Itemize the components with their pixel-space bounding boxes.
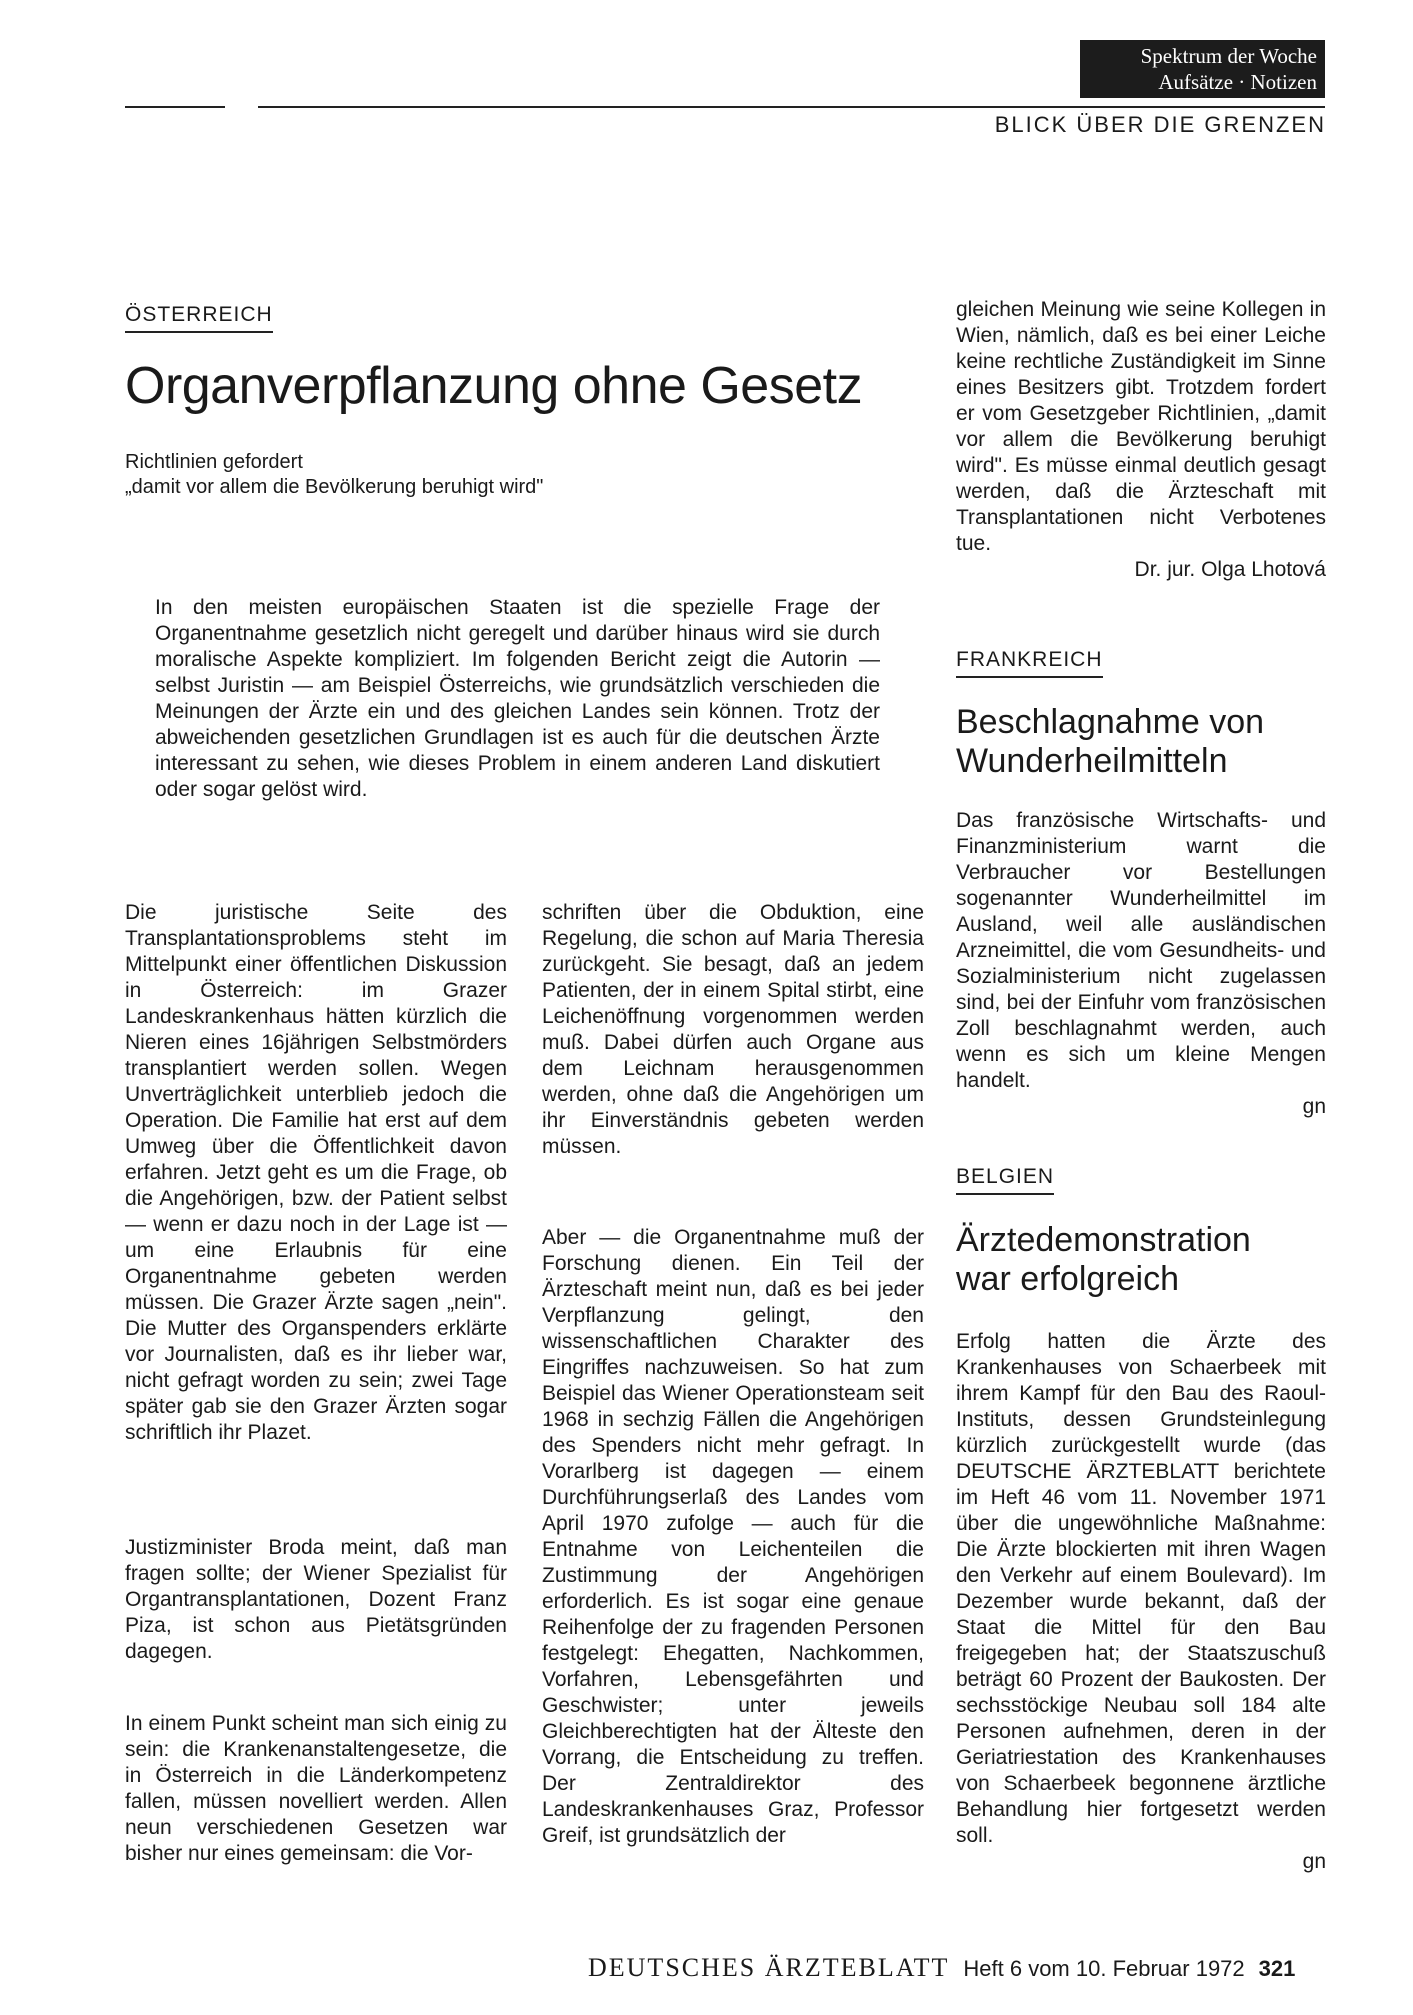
- header-rule-short: [125, 106, 225, 108]
- col1-paragraph-2: Justizminister Broda meint, daß man fragen sollte; der Wiener Spezialist für Organtransplantationen, Dozent Franz Piza, ist schon aus Pietätsgründen dagegen.: [125, 1536, 507, 1663]
- belgium-body: [956, 1329, 1326, 1875]
- section-badge: [1080, 40, 1325, 98]
- headline-belgium-line-1: Ärztedemonstration: [956, 1221, 1251, 1259]
- headline-france: [956, 703, 1326, 781]
- page-number: 321: [1258, 1956, 1296, 1981]
- subhead-austria: [125, 450, 543, 500]
- page-footer: [588, 1953, 1295, 1983]
- headline-france-line-2: Wunderheilmitteln: [956, 742, 1228, 780]
- kicker-austria: ÖSTERREICH: [125, 303, 273, 333]
- subhead-line-1: Richtlinien gefordert: [125, 451, 303, 473]
- journal-name: DEUTSCHES ÄRZTEBLATT: [588, 1953, 950, 1982]
- france-paragraph: Das französische Wirtschafts- und Finanzministerium warnt die Verbraucher vor Bestellungen sogenannter Wunderheilmittel im Ausland, weil alle ausländischen Arzneimittel, die vom Gesundheits- und Sozialministerium nicht zugelassen sind, bei der Einfuhr vom französischen Zoll beschlagnahmt werden, auch wenn es sich um kleine Mengen handelt.: [956, 809, 1326, 1092]
- section-title: BLICK ÜBER DIE GRENZEN: [994, 112, 1326, 137]
- france-signature: gn: [1302, 1095, 1326, 1118]
- badge-line-1: Spektrum der Woche: [1140, 44, 1317, 68]
- author-signature: Dr. jur. Olga Lhotová: [1134, 558, 1326, 581]
- france-body: [956, 808, 1326, 1120]
- col3-austria-continued: [956, 297, 1326, 583]
- issue-info: Heft 6 vom 10. Februar 1972: [963, 1956, 1245, 1981]
- kicker-belgium: BELGIEN: [956, 1165, 1054, 1195]
- belgium-paragraph: Erfolg hatten die Ärzte des Krankenhauses von Schaerbeek mit ihrem Kampf für den Bau des Raoul-Instituts, dessen Grundsteinlegung kürzlich zurückgestellt wurde (das DEUTSCHE ÄRZTEBLATT berichtete im Heft 46 vom 11. November 1971 über die ungewöhnliche Maßnahme: Die Ärzte blockierten mit ihren Wagen den Verkehr auf einem Boulevard). Im Dezember wurde bekannt, daß der Staat die Mittel für den Bau freigegeben hat; der Staatszuschuß beträgt 60 Prozent der Baukosten. Der sechsstöckige Neubau soll 184 alte Personen aufnehmen, deren in der Geriatriestation des Krankenhauses von Schaerbeek begonnene ärztliche Behandlung hier fortgesetzt werden soll.: [956, 1330, 1326, 1847]
- headline-belgium-line-2: war erfolgreich: [956, 1260, 1179, 1298]
- headline-austria: Organverpflanzung ohne Gesetz: [125, 357, 863, 415]
- col1-paragraph-1: Die juristische Seite des Transplantationsproblems steht im Mittelpunkt einer öffentlichen Diskussion in Österreich: im Grazer Landeskrankenhaus hätten kürzlich die Nieren eines 16jährigen Selbstmörders transplantiert werden sollen. Wegen Unverträglichkeit unterblieb jedoch die Operation. Die Familie hat erst auf dem Umweg über die Öffentlichkeit davon erfahren. Jetzt geht es um die Frage, ob die Angehörigen, bzw. der Patient selbst — wenn er dazu noch in der Lage ist — um eine Erlaubnis für eine Organentnahme gebeten werden müssen. Die Grazer Ärzte sagen „nein". Die Mutter des Organspenders erklärte vor Journalisten, daß es ihr lieber war, nicht gefragt worden zu sein; zwei Tage später gab sie den Grazer Ärzten sogar schriftlich ihr Plazet.: [125, 901, 507, 1444]
- intro-paragraph: In den meisten europäischen Staaten ist die spezielle Frage der Organentnahme gesetzlich nicht geregelt und darüber hinaus wird sie durch moralische Aspekte kompliziert. Im folgenden Bericht zeigt die Autorin — selbst Juristin — am Beispiel Österreichs, wie grundsätzlich verschieden die Meinungen der Ärzte ein und des gleichen Landes sein können. Trotz der abweichenden gesetzlichen Grundlagen ist es auch für die deutschen Ärzte interessant zu sehen, wie dieses Problem in einem anderen Land diskutiert oder sogar gelöst wird.: [155, 596, 880, 801]
- badge-line-2: Aufsätze · Notizen: [1158, 70, 1317, 94]
- col2-paragraph-1: schriften über die Obduktion, eine Regelung, die schon auf Maria Theresia zurückgeht. Sie besagt, daß an jedem Patienten, der in einem Spital stirbt, eine Leichenöffnung vorgenommen werden muß. Dabei dürfen auch Organe aus dem Leichnam herausgenommen werden, ohne daß die Angehörigen um ihr Einverständnis gebeten werden müssen.: [542, 901, 924, 1158]
- belgium-signature: gn: [1302, 1850, 1326, 1873]
- kicker-france: FRANKREICH: [956, 648, 1103, 678]
- col1-paragraph-3: In einem Punkt scheint man sich einig zu sein: die Krankenanstaltengesetze, die in Österreich in die Länderkompetenz fallen, müssen novelliert werden. Allen neun verschiedenen Gesetzen war bisher nur eines gemeinsam: die Vor-: [125, 1712, 507, 1865]
- col2-paragraph-2: Aber — die Organentnahme muß der Forschung dienen. Ein Teil der Ärzteschaft meint nun, daß es bei jeder Verpflanzung gelingt, den wissenschaftlichen Charakter des Eingriffes nachzuweisen. So hat zum Beispiel das Wiener Operationsteam seit 1968 in sechzig Fällen die Angehörigen des Spenders nicht mehr gefragt. In Vorarlberg ist dagegen — einem Durchführungserlaß des Landes vom April 1970 zufolge — auch für die Entnahme von Leichenteilen die Zustimmung der Angehörigen erforderlich. Es ist sogar eine genaue Reihenfolge der zu fragenden Personen festgelegt: Ehegatten, Nachkommen, Vorfahren, Lebensgefährten und Geschwister; unter jeweils Gleichberechtigten hat der Älteste den Vorrang, die Entscheidung zu treffen. Der Zentraldirektor des Landeskrankenhauses Graz, Professor Greif, ist grundsätzlich der: [542, 1226, 924, 1847]
- headline-belgium: [956, 1221, 1326, 1299]
- subhead-line-2: „damit vor allem die Bevölkerung beruhigt wird": [125, 476, 544, 498]
- col3-paragraph: gleichen Meinung wie seine Kollegen in Wien, nämlich, daß es bei einer Leiche keine rechtliche Zuständigkeit im Sinne eines Besitzers gibt. Trotzdem fordert er vom Gesetzgeber Richtlinien, „damit vor allem die Bevölkerung beruhigt wird". Es müsse einmal deutlich gesagt werden, daß die Ärzteschaft mit Transplantationen nicht Verbotenes tue.: [956, 298, 1326, 555]
- headline-france-line-1: Beschlagnahme von: [956, 703, 1265, 741]
- header-rule-long: [258, 106, 1325, 108]
